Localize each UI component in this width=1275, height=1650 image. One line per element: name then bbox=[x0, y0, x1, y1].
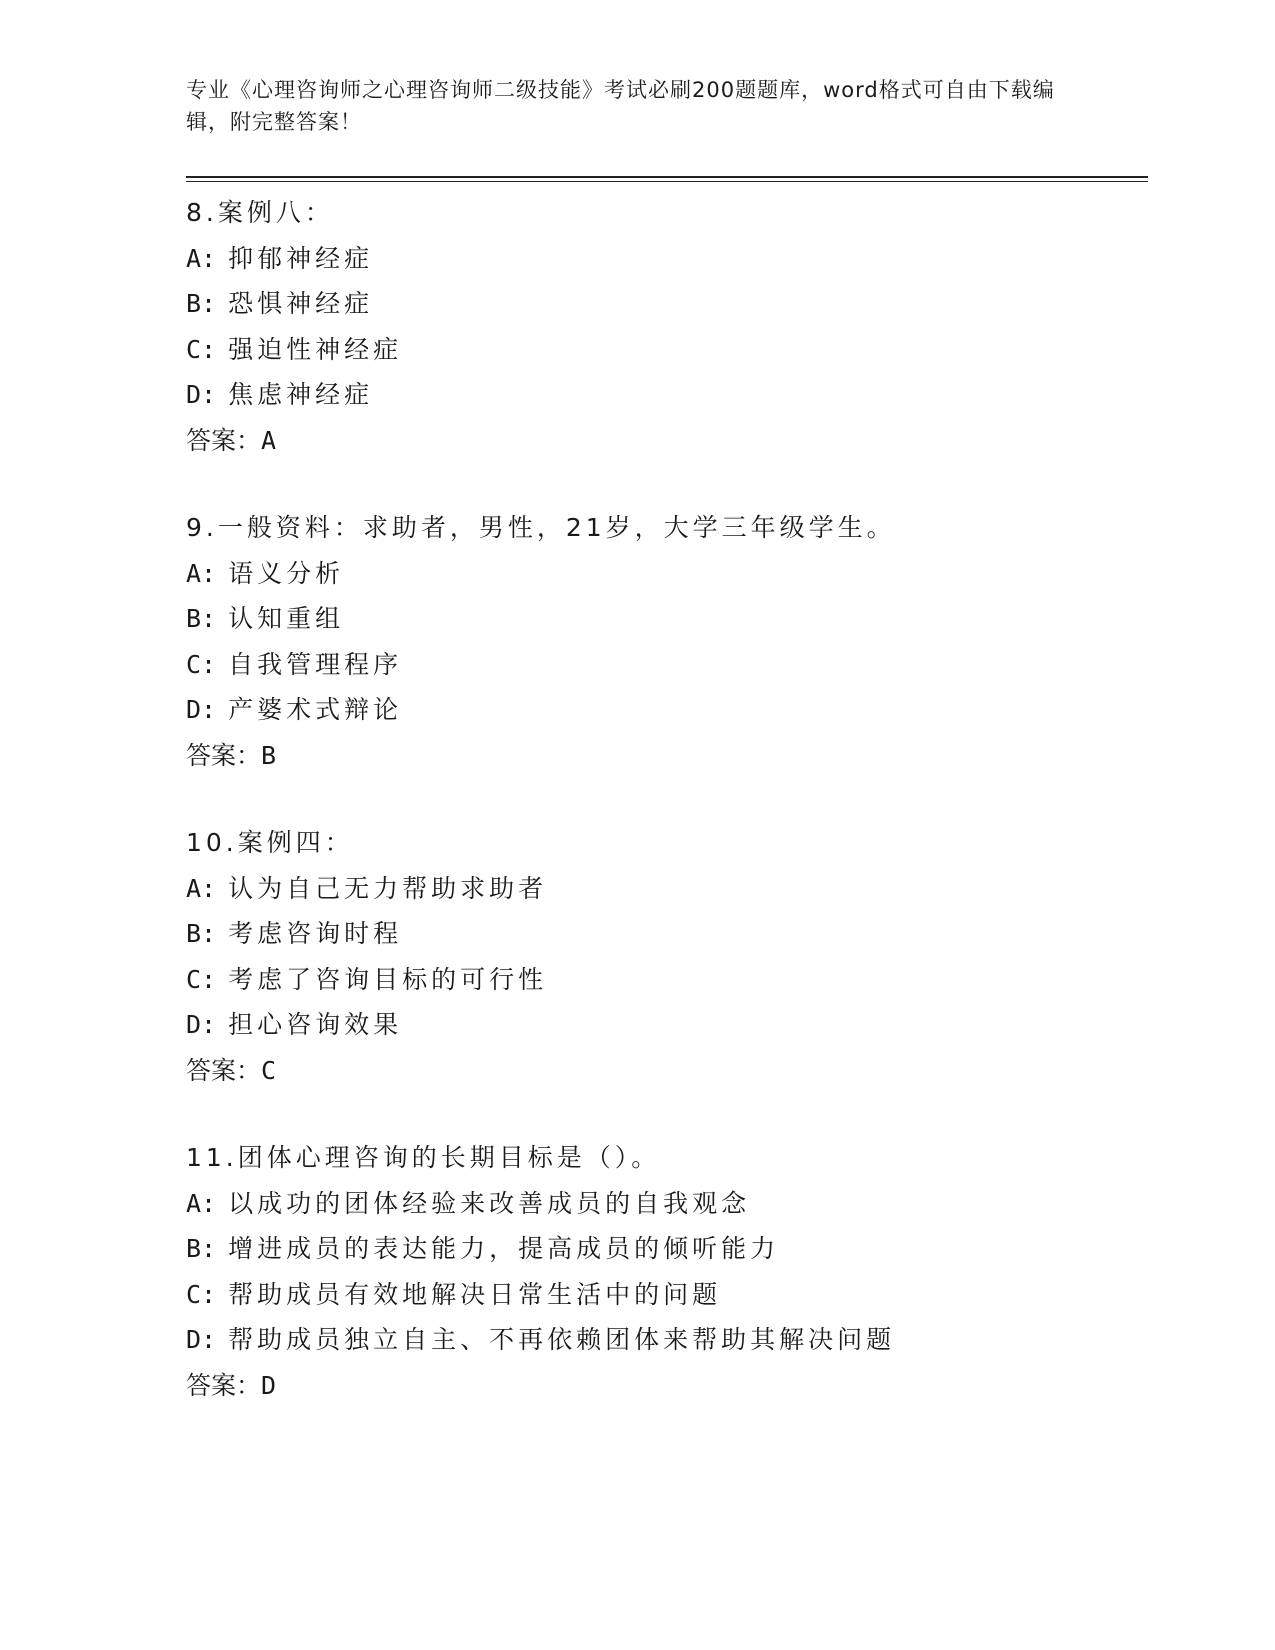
answer-label: 答案： bbox=[186, 1370, 262, 1400]
header-divider bbox=[186, 176, 1148, 178]
option-prefix: D: bbox=[186, 1010, 217, 1039]
option-text: 恐惧神经症 bbox=[228, 289, 374, 318]
header-divider-thin bbox=[186, 181, 1148, 182]
answer-line bbox=[186, 1363, 1186, 1409]
answer-value: B bbox=[261, 740, 277, 770]
option-prefix: B: bbox=[186, 604, 217, 633]
answer-line bbox=[186, 418, 1186, 464]
document-header: 专业《心理咨询师之心理咨询师二级技能》考试必刷200题题库，word格式可自由下载编辑，附完整答案！ bbox=[186, 78, 1055, 134]
question-stem: 9.一般资料：求助者，男性，21岁，大学三年级学生。 bbox=[186, 513, 896, 542]
answer-label: 答案： bbox=[186, 425, 262, 455]
answer-line bbox=[186, 733, 1186, 779]
option-b bbox=[186, 911, 1186, 957]
question-stem: 8.案例八： bbox=[186, 198, 334, 227]
option-prefix: D: bbox=[186, 1325, 217, 1354]
option-a bbox=[186, 236, 1186, 282]
option-prefix: B: bbox=[186, 289, 217, 318]
option-a bbox=[186, 551, 1186, 597]
question-10 bbox=[186, 820, 1186, 1093]
option-text: 焦虑神经症 bbox=[228, 380, 374, 409]
question-8 bbox=[186, 190, 1186, 463]
option-text: 担心咨询效果 bbox=[228, 1010, 403, 1039]
option-text: 考虑咨询时程 bbox=[228, 919, 403, 948]
option-prefix: A: bbox=[186, 873, 217, 903]
option-d bbox=[186, 1317, 1186, 1363]
option-text: 语义分析 bbox=[228, 558, 345, 588]
answer-label: 答案： bbox=[186, 1055, 262, 1085]
option-text: 产婆术式辩论 bbox=[228, 695, 403, 724]
question-11 bbox=[186, 1135, 1186, 1408]
option-d bbox=[186, 687, 1186, 733]
option-d bbox=[186, 1002, 1186, 1048]
option-prefix: A: bbox=[186, 558, 217, 588]
option-c bbox=[186, 327, 1186, 373]
option-a bbox=[186, 866, 1186, 912]
option-prefix: C: bbox=[186, 964, 217, 994]
option-text: 帮助成员有效地解决日常生活中的问题 bbox=[228, 1279, 722, 1309]
option-b bbox=[186, 1226, 1186, 1272]
answer-value: D bbox=[261, 1370, 277, 1400]
option-prefix: B: bbox=[186, 919, 217, 948]
option-text: 增进成员的表达能力，提高成员的倾听能力 bbox=[228, 1234, 780, 1263]
option-text: 以成功的团体经验来改善成员的自我观念 bbox=[228, 1188, 751, 1218]
option-text: 帮助成员独立自主、不再依赖团体来帮助其解决问题 bbox=[228, 1325, 896, 1354]
question-stem: 10.案例四： bbox=[186, 828, 354, 857]
question-stem: 11.团体心理咨询的长期目标是（）。 bbox=[186, 1143, 661, 1172]
option-a bbox=[186, 1181, 1186, 1227]
option-c bbox=[186, 642, 1186, 688]
option-b bbox=[186, 281, 1186, 327]
option-text: 强迫性神经症 bbox=[228, 334, 403, 364]
option-prefix: D: bbox=[186, 695, 217, 724]
answer-value: A bbox=[261, 425, 277, 455]
option-text: 认为自己无力帮助求助者 bbox=[228, 873, 548, 903]
option-prefix: B: bbox=[186, 1234, 217, 1263]
answer-label: 答案： bbox=[186, 740, 262, 770]
option-prefix: A: bbox=[186, 243, 217, 273]
option-text: 自我管理程序 bbox=[228, 649, 403, 679]
answer-value: C bbox=[261, 1055, 277, 1085]
option-text: 考虑了咨询目标的可行性 bbox=[228, 964, 548, 994]
option-text: 认知重组 bbox=[228, 604, 345, 633]
answer-line bbox=[186, 1048, 1186, 1094]
option-b bbox=[186, 596, 1186, 642]
option-prefix: A: bbox=[186, 1188, 217, 1218]
option-c bbox=[186, 957, 1186, 1003]
option-d bbox=[186, 372, 1186, 418]
option-prefix: D: bbox=[186, 380, 217, 409]
option-prefix: C: bbox=[186, 334, 217, 364]
option-prefix: C: bbox=[186, 649, 217, 679]
option-text: 抑郁神经症 bbox=[228, 243, 374, 273]
option-prefix: C: bbox=[186, 1279, 217, 1309]
question-9 bbox=[186, 505, 1186, 778]
option-c bbox=[186, 1272, 1186, 1318]
